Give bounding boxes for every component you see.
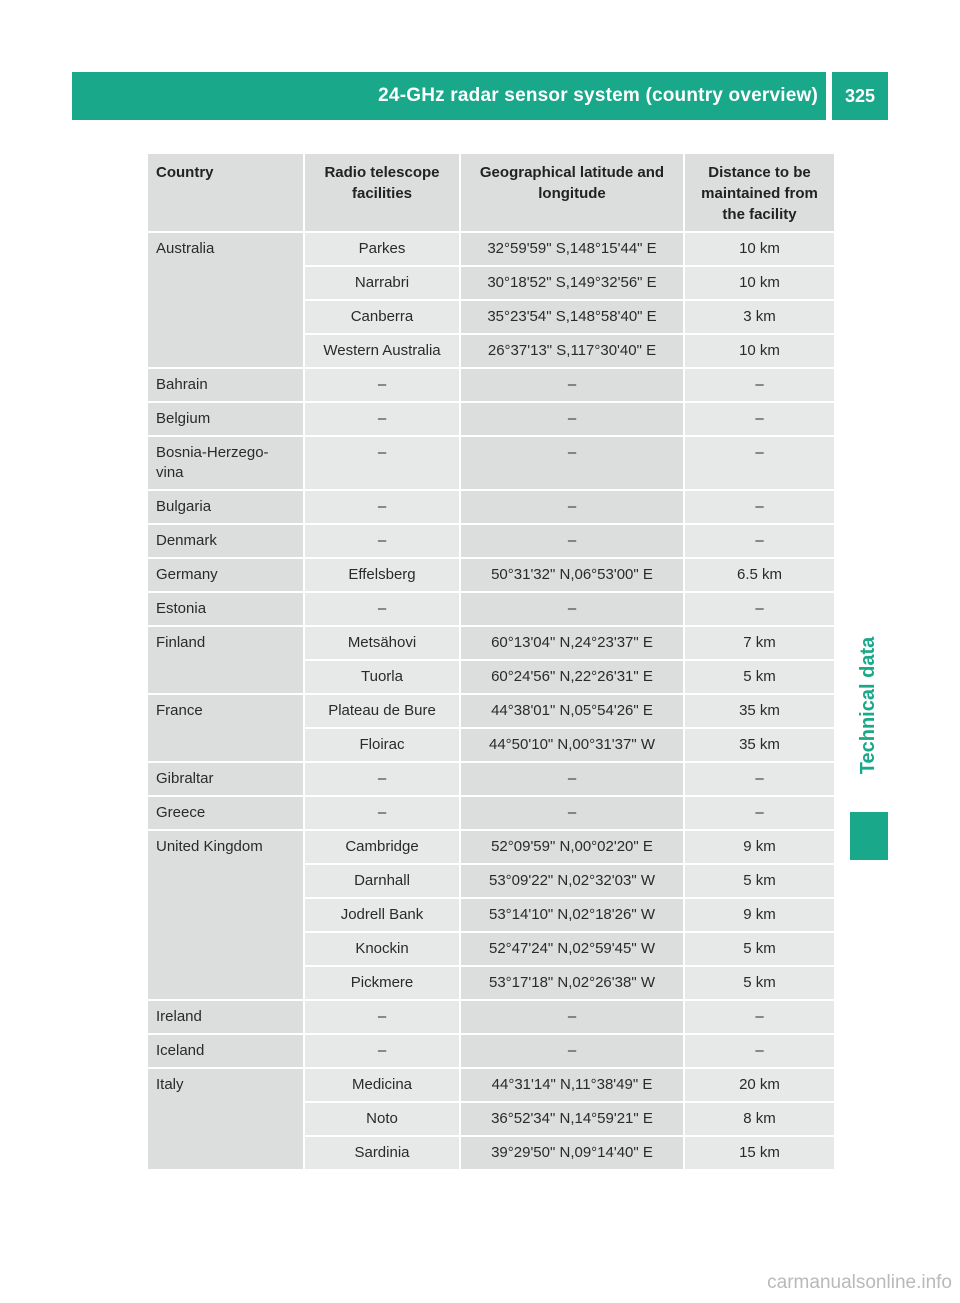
distance-cell: – [685, 491, 834, 525]
table-row [148, 763, 834, 797]
facility-cell: Parkes [305, 233, 461, 267]
coordinates-cell: 30°18'52" S,149°32'56" E [461, 267, 685, 301]
country-cell: Greece [148, 797, 305, 831]
distance-cell: 35 km [685, 729, 834, 763]
distance-cell: – [685, 525, 834, 559]
country-cell: Belgium [148, 403, 305, 437]
facility-cell: Pickmere [305, 967, 461, 1001]
section-title: 24-GHz radar sensor system (country overview) [378, 85, 818, 106]
facility-cell: – [305, 369, 461, 403]
coordinates-cell: 53°17'18" N,02°26'38" W [461, 967, 685, 1001]
table-row [148, 831, 834, 865]
side-tab [850, 600, 888, 810]
coordinates-cell: 52°09'59" N,00°02'20" E [461, 831, 685, 865]
table-row [148, 1035, 834, 1069]
facility-cell: Western Australia [305, 335, 461, 369]
coordinates-cell: 36°52'34" N,14°59'21" E [461, 1103, 685, 1137]
column-header-coordinates: Geographical latitude and longitude [461, 154, 685, 233]
country-cell: France [148, 695, 305, 763]
table-row [148, 627, 834, 661]
country-cell: Gibraltar [148, 763, 305, 797]
country-cell: Germany [148, 559, 305, 593]
country-cell: United Kingdom [148, 831, 305, 1001]
facility-cell: Canberra [305, 301, 461, 335]
distance-cell: 8 km [685, 1103, 834, 1137]
coordinates-cell: – [461, 437, 685, 491]
country-cell: Australia [148, 233, 305, 369]
facility-cell: Narrabri [305, 267, 461, 301]
country-cell: Bosnia-Herzego- vina [148, 437, 305, 491]
distance-cell: – [685, 797, 834, 831]
coordinates-cell: – [461, 593, 685, 627]
country-cell: Ireland [148, 1001, 305, 1035]
radar-country-table [148, 154, 834, 1171]
side-tab-marker [850, 812, 888, 860]
facility-cell: Medicina [305, 1069, 461, 1103]
page-number: 325 [844, 85, 876, 106]
table-row [148, 1001, 834, 1035]
table-row [148, 1069, 834, 1103]
coordinates-cell: – [461, 369, 685, 403]
facility-cell: Metsähovi [305, 627, 461, 661]
coordinates-cell: 53°09'22" N,02°32'03" W [461, 865, 685, 899]
coordinates-cell: – [461, 525, 685, 559]
country-cell: Denmark [148, 525, 305, 559]
table-row [148, 437, 834, 491]
coordinates-cell: – [461, 491, 685, 525]
coordinates-cell: – [461, 1035, 685, 1069]
coordinates-cell: 53°14'10" N,02°18'26" W [461, 899, 685, 933]
facility-cell: – [305, 593, 461, 627]
coordinates-cell: 60°13'04" N,24°23'37" E [461, 627, 685, 661]
distance-cell: – [685, 1035, 834, 1069]
coordinates-cell: 32°59'59" S,148°15'44" E [461, 233, 685, 267]
distance-cell: 9 km [685, 831, 834, 865]
distance-cell: 35 km [685, 695, 834, 729]
distance-cell: 15 km [685, 1137, 834, 1171]
facility-cell: – [305, 1001, 461, 1035]
facility-cell: – [305, 403, 461, 437]
coordinates-cell: – [461, 763, 685, 797]
facility-cell: Sardinia [305, 1137, 461, 1171]
country-cell: Bahrain [148, 369, 305, 403]
facility-cell: Jodrell Bank [305, 899, 461, 933]
distance-cell: 5 km [685, 967, 834, 1001]
distance-cell: 3 km [685, 301, 834, 335]
country-cell: Estonia [148, 593, 305, 627]
facility-cell: – [305, 491, 461, 525]
distance-cell: 5 km [685, 933, 834, 967]
facility-cell: – [305, 437, 461, 491]
table-row [148, 797, 834, 831]
table-row [148, 559, 834, 593]
facility-cell: Noto [305, 1103, 461, 1137]
coordinates-cell: 35°23'54" S,148°58'40" E [461, 301, 685, 335]
distance-cell: 5 km [685, 865, 834, 899]
country-cell: Iceland [148, 1035, 305, 1069]
distance-cell: – [685, 763, 834, 797]
distance-cell: 10 km [685, 233, 834, 267]
facility-cell: Effelsberg [305, 559, 461, 593]
table-row [148, 525, 834, 559]
page-header [72, 72, 888, 120]
facility-cell: Floirac [305, 729, 461, 763]
side-tab-label: Technical data [857, 636, 880, 774]
column-header-country: Country [148, 154, 305, 233]
coordinates-cell: – [461, 403, 685, 437]
facility-cell: Plateau de Bure [305, 695, 461, 729]
column-header-distance: Distance to be maintained from the facility [685, 154, 834, 233]
table-row [148, 695, 834, 729]
facility-cell: – [305, 763, 461, 797]
table-row [148, 491, 834, 525]
coordinates-cell: 60°24'56" N,22°26'31" E [461, 661, 685, 695]
country-cell: Finland [148, 627, 305, 695]
table-header-row [148, 154, 834, 233]
distance-cell: – [685, 437, 834, 491]
coordinates-cell: 26°37'13" S,117°30'40" E [461, 335, 685, 369]
distance-cell: 10 km [685, 335, 834, 369]
country-cell: Bulgaria [148, 491, 305, 525]
coordinates-cell: 50°31'32" N,06°53'00" E [461, 559, 685, 593]
country-cell: Italy [148, 1069, 305, 1171]
facility-cell: Cambridge [305, 831, 461, 865]
distance-cell: – [685, 1001, 834, 1035]
facility-cell: Tuorla [305, 661, 461, 695]
table-row [148, 403, 834, 437]
table-body [148, 233, 834, 1171]
column-header-facilities: Radio telescope facilities [305, 154, 461, 233]
table-row [148, 233, 834, 267]
coordinates-cell: 39°29'50" N,09°14'40" E [461, 1137, 685, 1171]
distance-cell: – [685, 593, 834, 627]
distance-cell: – [685, 403, 834, 437]
distance-cell: 10 km [685, 267, 834, 301]
distance-cell: 7 km [685, 627, 834, 661]
watermark: carmanualsonline.info [767, 1272, 952, 1293]
coordinates-cell: 44°50'10" N,00°31'37" W [461, 729, 685, 763]
facility-cell: Knockin [305, 933, 461, 967]
table-row [148, 593, 834, 627]
coordinates-cell: – [461, 797, 685, 831]
coordinates-cell: 52°47'24" N,02°59'45" W [461, 933, 685, 967]
distance-cell: 5 km [685, 661, 834, 695]
distance-cell: – [685, 369, 834, 403]
distance-cell: 20 km [685, 1069, 834, 1103]
table-row [148, 369, 834, 403]
facility-cell: – [305, 1035, 461, 1069]
facility-cell: Darnhall [305, 865, 461, 899]
distance-cell: 6.5 km [685, 559, 834, 593]
facility-cell: – [305, 525, 461, 559]
coordinates-cell: – [461, 1001, 685, 1035]
coordinates-cell: 44°31'14" N,11°38'49" E [461, 1069, 685, 1103]
facility-cell: – [305, 797, 461, 831]
coordinates-cell: 44°38'01" N,05°54'26" E [461, 695, 685, 729]
distance-cell: 9 km [685, 899, 834, 933]
